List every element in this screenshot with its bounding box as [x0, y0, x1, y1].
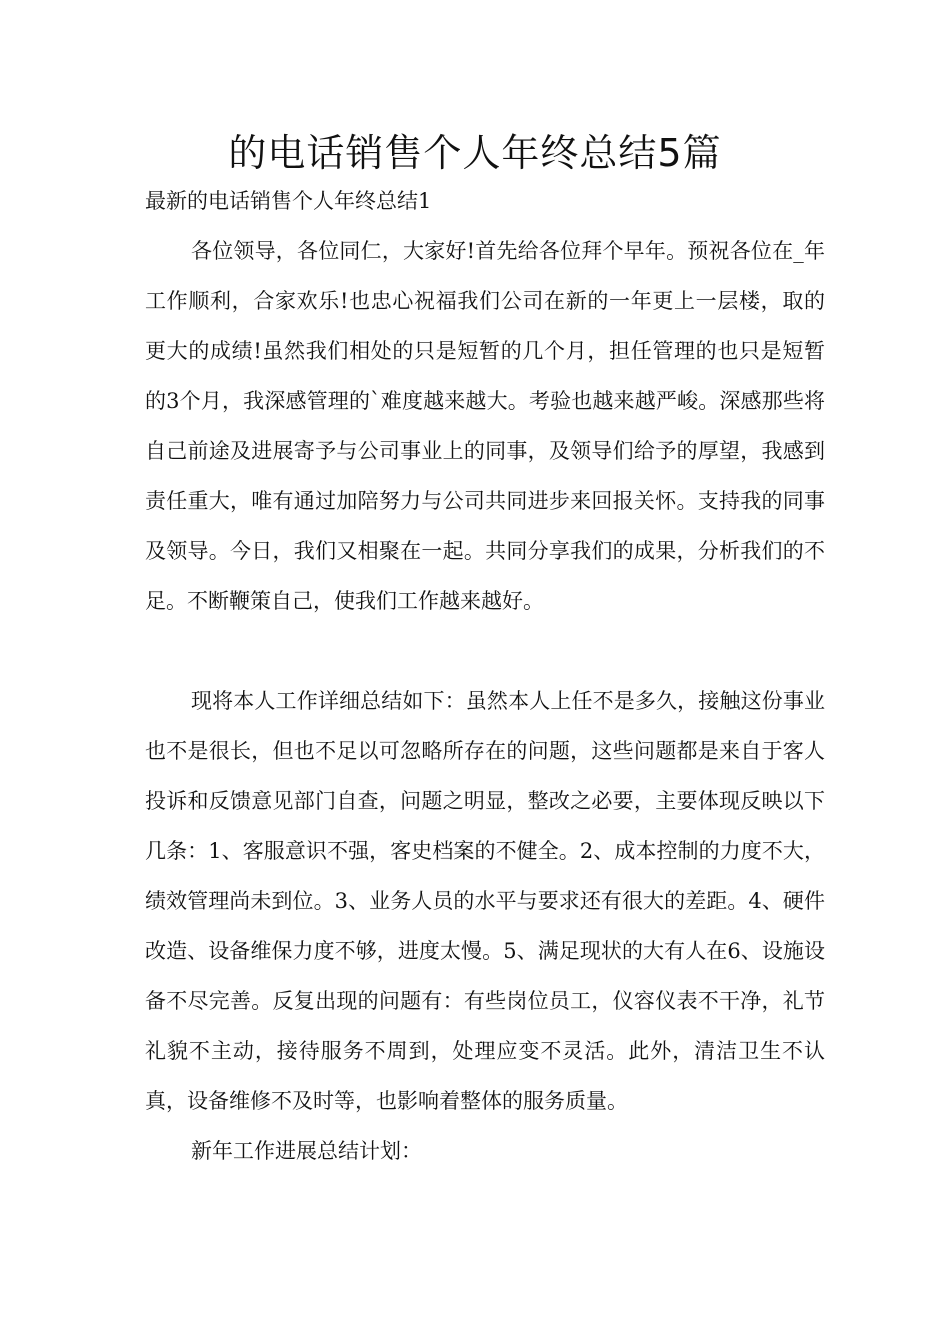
body-paragraph-2: 现将本人工作详细总结如下：虽然本人上任不是多久，接触这份事业也不是很长，但也不足以可忽略所存在的问题，这些问题都是来自于客人投诉和反馈意见部门自查，问题之明显，整改之必要，主要体现反映以下几条：1、客服意识不强，客史档案的不健全。2、成本控制的力度不大，绩效管理尚未到位。3、业务人员的水平与要求还有很大的差距。4、硬件改造、设备维保力度不够，进度太慢。5、满足现状的大有人在6、设施设备不尽完善。反复出现的问题有：有些岗位员工，仪容仪表不干净，礼节礼貌不主动，接待服务不周到，处理应变不灵活。此外，清洁卫生不认真，设备维修不及时等，也影响着整体的服务质量。 [145, 689, 825, 1113]
body-paragraph-1: 各位领导，各位同仁，大家好!首先给各位拜个早年。预祝各位在_年工作顺利，合家欢乐!也忠心祝福我们公司在新的一年更上一层楼，取的更大的成绩!虽然我们相处的只是短暂的几个月，担任管理的也只是短暂的3个月，我深感管理的`难度越来越大。考验也越来越严峻。深感那些将自己前途及进展寄予与公司事业上的同事，及领导们给予的厚望，我感到责任重大，唯有通过加陪努力与公司共同进步来回报关怀。支持我的同事及领导。今日，我们又相聚在一起。共同分享我们的成果，分析我们的不足。不断鞭策自己，使我们工作越来越好。 [145, 239, 825, 613]
section-heading: 最新的电话销售个人年终总结1 [145, 189, 432, 213]
document-title: 的电话销售个人年终总结5篇 [228, 131, 722, 175]
body-paragraph-3: 新年工作进展总结计划： [191, 1139, 422, 1163]
